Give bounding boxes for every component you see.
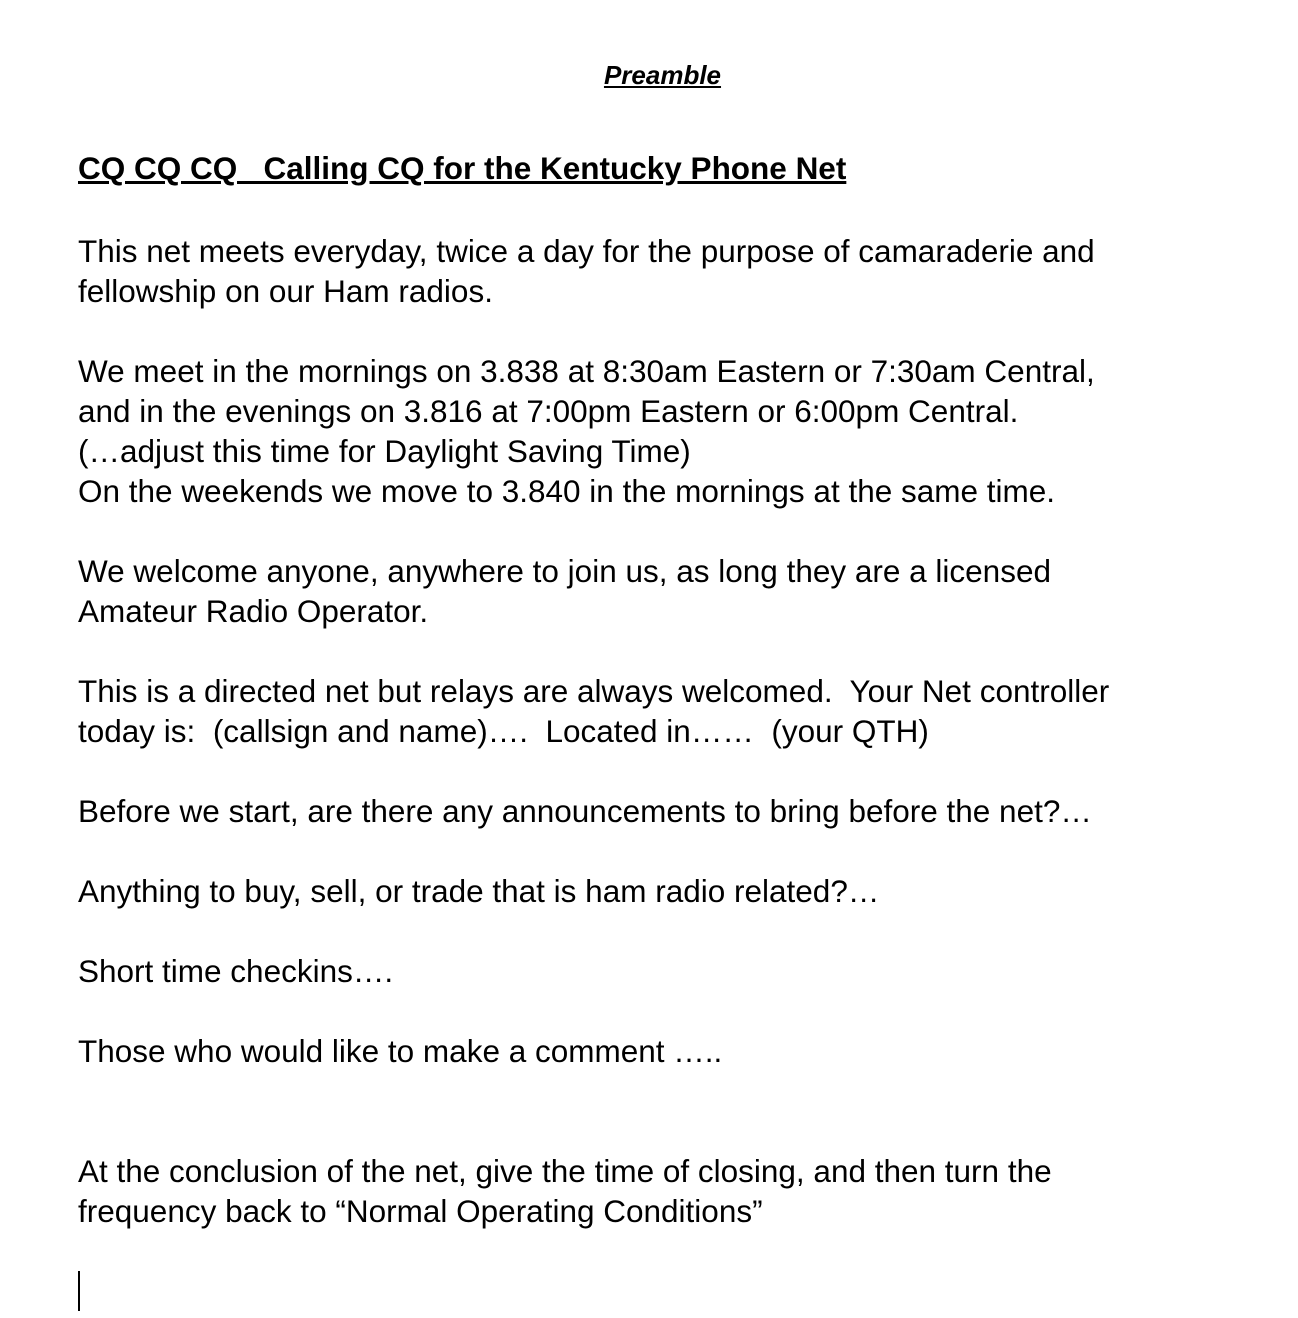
paragraph-buy-sell-trade (78, 871, 1278, 911)
paragraph-short-time-checkins (78, 951, 1278, 991)
paragraph-line: Short time checkins…. (78, 953, 394, 989)
paragraph-line: frequency back to “Normal Operating Conditions” (78, 1193, 763, 1229)
paragraph-line: fellowship on our Ham radios. (78, 273, 493, 309)
text-cursor[interactable] (78, 1271, 80, 1311)
paragraph-line: This is a directed net but relays are always welcomed. Your Net controller (78, 673, 1110, 709)
paragraph-announcements (78, 791, 1278, 831)
paragraph-line: and in the evenings on 3.816 at 7:00pm Eastern or 6:00pm Central. (78, 393, 1019, 429)
paragraph-line: (…adjust this time for Daylight Saving Time) (78, 433, 691, 469)
paragraph-net-controller (78, 671, 1278, 751)
paragraph-line: At the conclusion of the net, give the time of closing, and then turn the (78, 1153, 1052, 1189)
preamble-title: Preamble (603, 60, 722, 90)
paragraph-line: We welcome anyone, anywhere to join us, as long they are a licensed (78, 553, 1051, 589)
paragraph-line: This net meets everyday, twice a day for the purpose of camaraderie and (78, 233, 1095, 269)
paragraph-line: Amateur Radio Operator. (78, 593, 429, 629)
paragraph-line: Before we start, are there any announcements to bring before the net?… (78, 793, 1092, 829)
paragraph-line: today is: (callsign and name)…. Located in…… (your QTH) (78, 713, 929, 749)
paragraph-line: Anything to buy, sell, or trade that is ham radio related?… (78, 873, 880, 909)
paragraph-comments (78, 1031, 1278, 1071)
paragraph-welcome (78, 551, 1278, 631)
paragraph-line: On the weekends we move to 3.840 in the mornings at the same time. (78, 473, 1056, 509)
paragraph-purpose (78, 231, 1278, 311)
paragraph-line: Those who would like to make a comment ….. (78, 1033, 723, 1069)
paragraph-line: We meet in the mornings on 3.838 at 8:30am Eastern or 7:30am Central, (78, 353, 1095, 389)
paragraph-schedule (78, 351, 1278, 511)
paragraph-conclusion (78, 1151, 1278, 1231)
document-heading: CQ CQ CQ Calling CQ for the Kentucky Phone Net (78, 150, 847, 186)
